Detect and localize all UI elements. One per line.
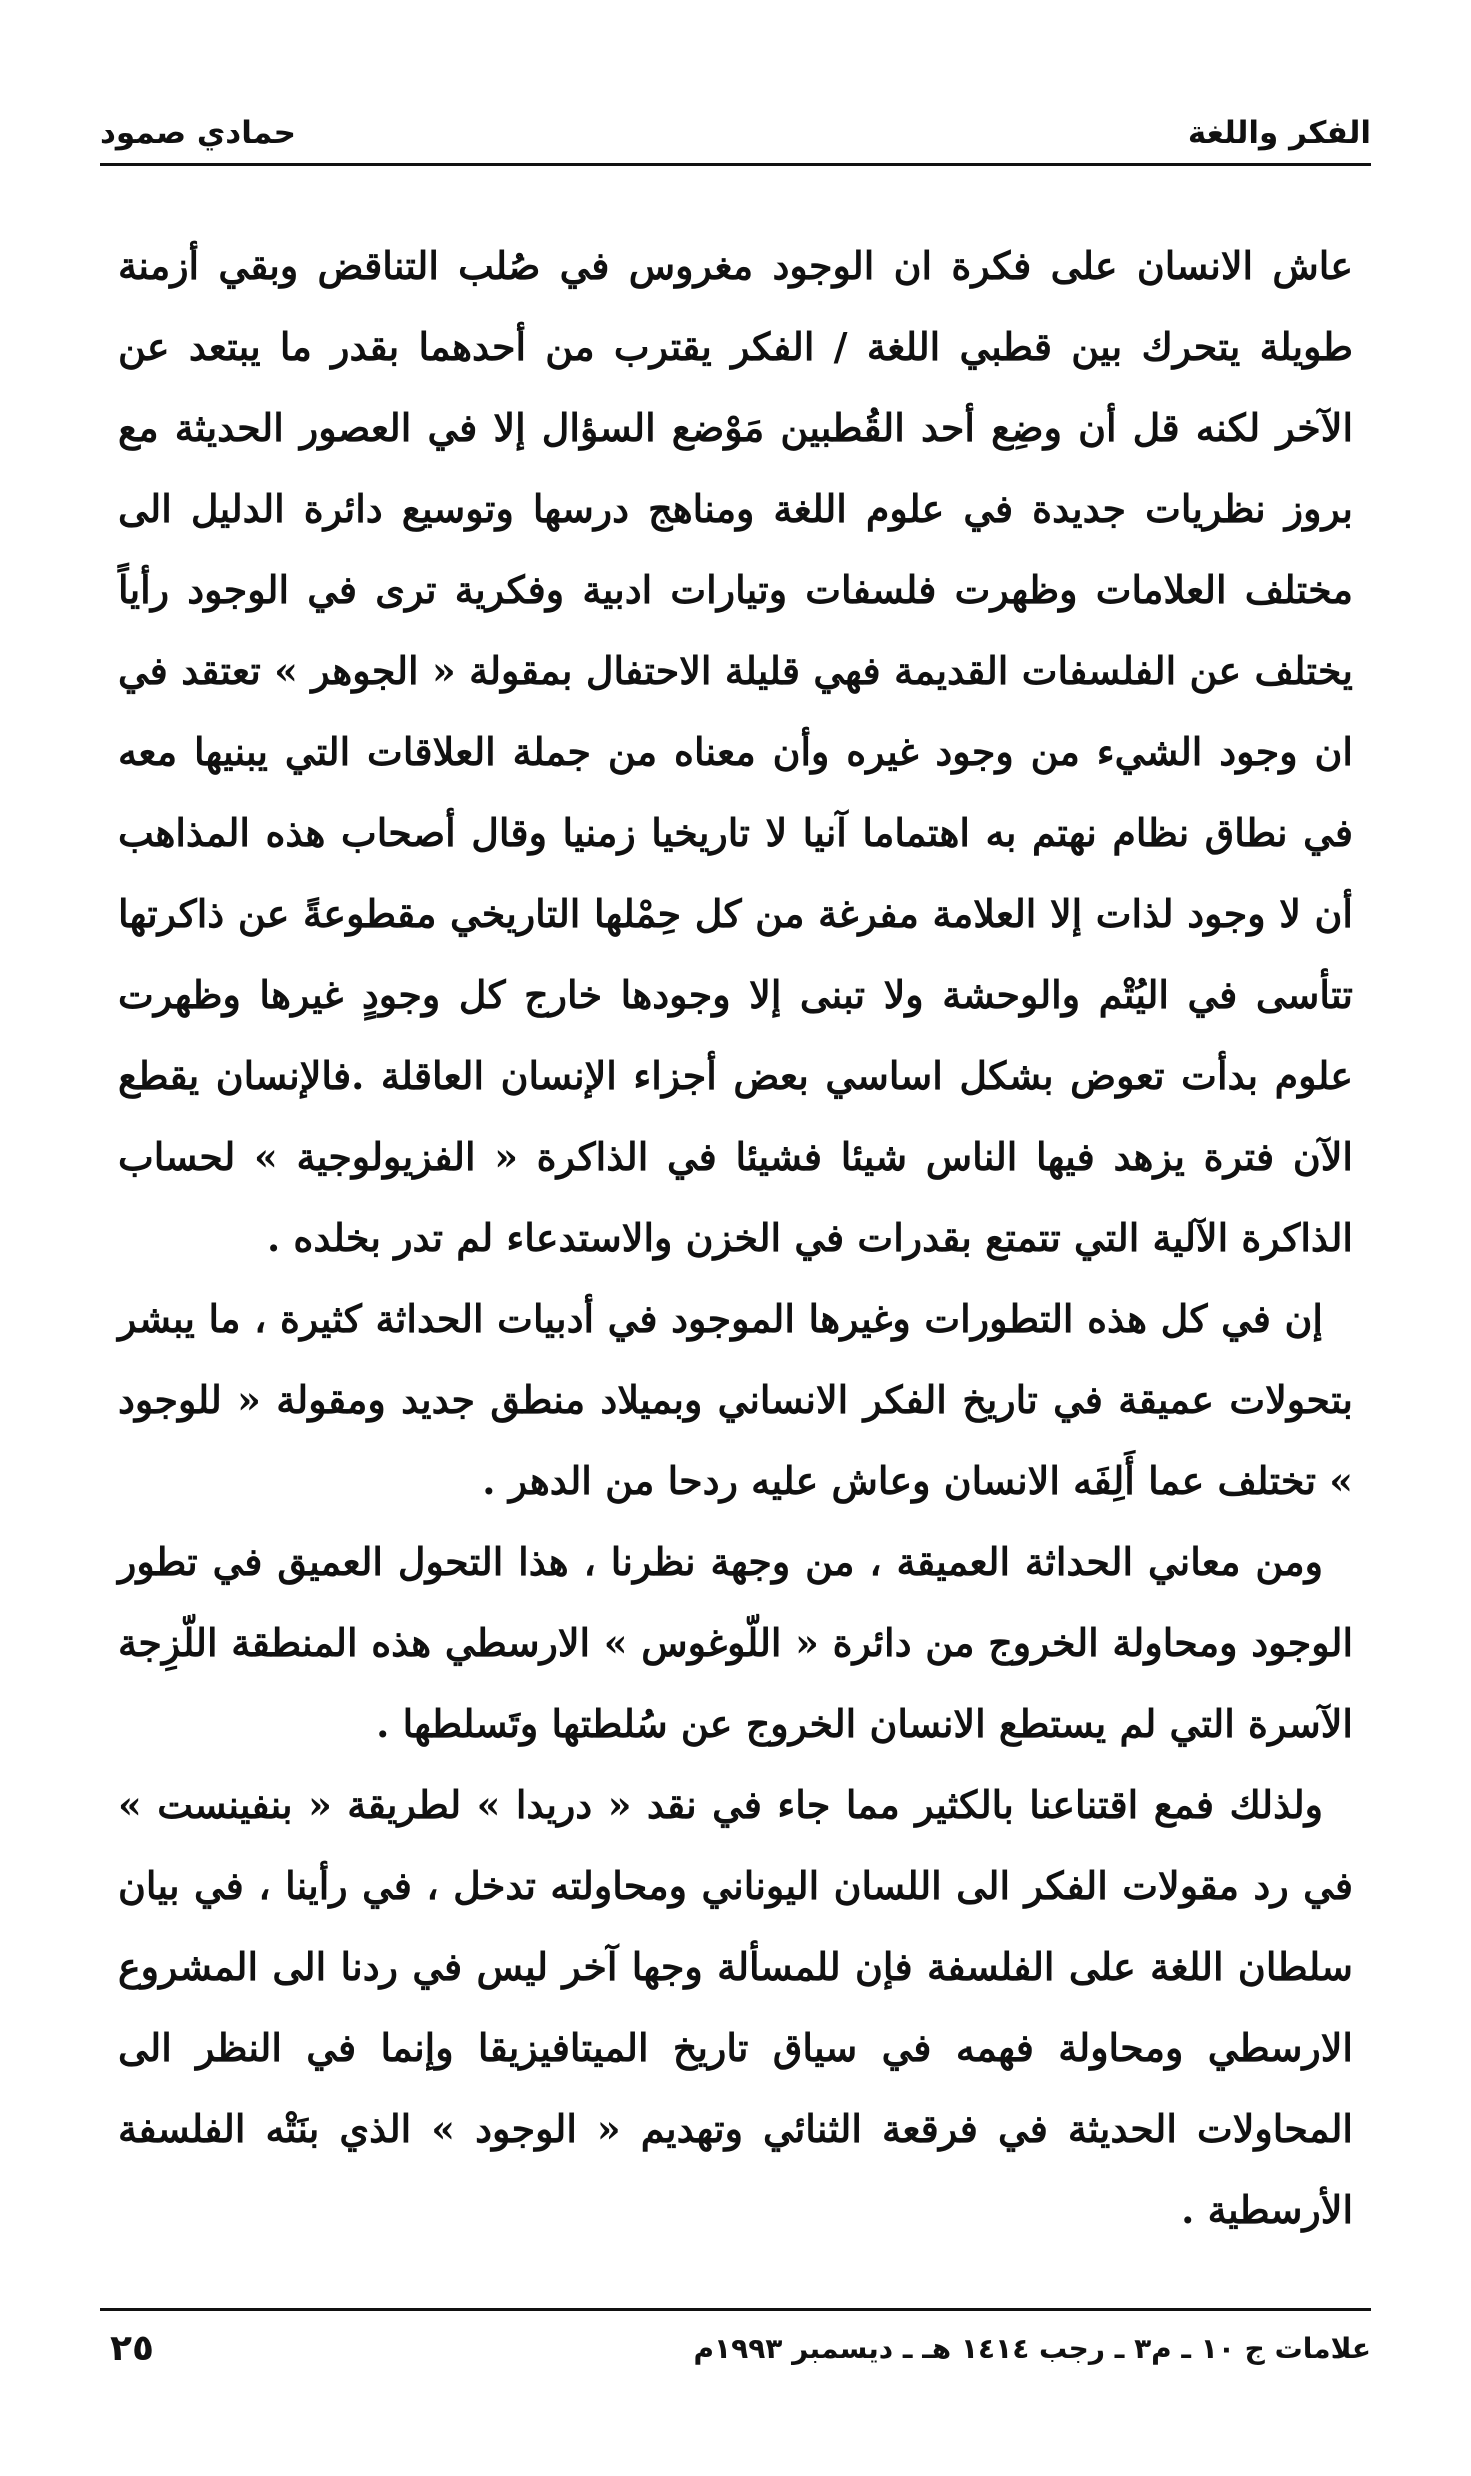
paragraph-2: إن في كل هذه التطورات وغيرها الموجود في أدبيات الحداثة كثيرة ، ما يبشر بتحولات عميقة في تاريخ الفكر الانساني وبميلاد منطق جديد ومقولة « للوجود » تختلف عما أَلِفَه الانسان وعاش عليه ردحا من الدهر . xyxy=(118,1296,1353,1503)
running-title: الفكر واللغة xyxy=(1187,115,1371,151)
page-footer xyxy=(110,2323,1371,2373)
page-header xyxy=(100,108,1371,158)
header-rule xyxy=(100,163,1371,166)
page-number: ٢٥ xyxy=(110,2327,154,2369)
article-body xyxy=(118,225,1353,2250)
paragraph-3: ومن معاني الحداثة العميقة ، من وجهة نظرنا ، هذا التحول العميق في تطور الوجود ومحاولة الخروج من دائرة « اللّوغوس » الارسطي هذه المنطقة اللّزِجة الآسرة التي لم يستطع الانسان الخروج عن سُلطتها وتَسلطها . xyxy=(118,1539,1353,1746)
paragraph-4: ولذلك فمع اقتناعنا بالكثير مما جاء في نقد « دريدا » لطريقة « بنفينست » في رد مقولات الفكر الى اللسان اليوناني ومحاولته تدخل ، في رأينا ، في بيان سلطان اللغة على الفلسفة فإن للمسألة وجها آخر ليس في ردنا الى المشروع الارسطي ومحاولة فهمه في سياق تاريخ الميتافيزيقا وإنما في النظر الى المحاولات الحديثة في فرقعة الثنائي وتهديم « الوجود » الذي بنَتْه الفلسفة الأرسطية . xyxy=(118,1782,1353,2232)
paragraph-1: عاش الانسان على فكرة ان الوجود مغروس في صُلب التناقض وبقي أزمنة طويلة يتحرك بين قطبي اللغة / الفكر يقترب من أحدهما بقدر ما يبتعد عن الآخر لكنه قل أن وضِع أحد القُطبين مَوْضع السؤال إلا في العصور الحديثة مع بروز نظريات جديدة في علوم اللغة ومناهج درسها وتوسيع دائرة الدليل الى مختلف العلامات وظهرت فلسفات وتيارات ادبية وفكرية ترى في الوجود رأياً يختلف عن الفلسفات القديمة فهي قليلة الاحتفال بمقولة « الجوهر » تعتقد في ان وجود الشيء من وجود غيره وأن معناه من جملة العلاقات التي يبنيها معه في نطاق نظام نهتم به اهتماما آنيا لا تاريخيا زمنيا وقال أصحاب هذه المذاهب أن لا وجود لذات إلا العلامة مفرغة من كل حِمْلها التاريخي مقطوعةً عن ذاكرتها تتأسى في اليُتْم والوحشة ولا تبنى إلا وجودها خارج كل وجودٍ غيرها وظهرت علوم بدأت تعوض بشكل اساسي بعض أجزاء الإنسان العاقلة .فالإنسان يقطع الآن فترة يزهد فيها الناس شيئا فشيئا في الذاكرة « الفزيولوجية » لحساب الذاكرة الآلية التي تتمتع بقدرات في الخزن والاستدعاء لم تدر بخلده . xyxy=(118,243,1353,1260)
running-author: حمادي صمود xyxy=(100,115,296,151)
journal-info: علامات ج ١٠ ـ م٣ ـ رجب ١٤١٤ هـ ـ ديسمبر ١٩٩٣م xyxy=(693,2331,1371,2365)
footer-rule xyxy=(100,2308,1371,2311)
